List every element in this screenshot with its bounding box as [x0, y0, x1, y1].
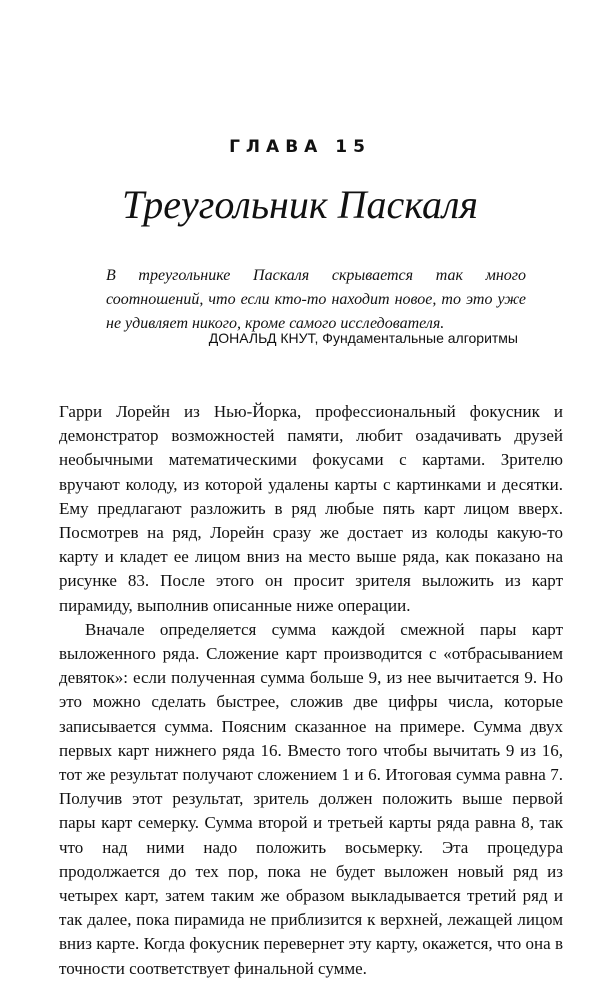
epigraph-attribution: ДОНАЛЬД КНУТ, Фундаментальные алгоритмы — [208, 330, 518, 346]
epigraph-quote: В треугольнике Паскаля скрывается так много соотношений, что если кто-то находит новое, то это уже не удивляет никого, кроме самого исследователя. — [106, 267, 526, 332]
paragraph: Гарри Лорейн из Нью-Йорка, профессиональный фокусник и демонстратор возможностей памяти, любит озадачивать друзей необычными математическими фокусами с картами. Зрителю вручают колоду, из которой удалены карты с картинками и десятки. Ему предлагают разложить в ряд любые пять карт лицом вверх. Посмотрев на ряд, Лорейн сразу же достает из колоды какую-то карту и кладет ее лицом вниз на место выше ряда, как показано на рисунке 83. После этого он просит зрителя выложить из карт пирамиду, выполнив описанные ниже операции. — [59, 402, 563, 615]
body-text — [59, 400, 563, 981]
chapter-title: Треугольник Паскаля — [122, 182, 478, 227]
chapter-number: ГЛАВА 15 — [229, 137, 371, 157]
paragraph: Вначале определяется сумма каждой смежной пары карт выложенного ряда. Сложение карт производится с «отбрасыванием девяток»: если полученная сумма больше 9, из нее вычитается 9. Но это можно сделать быстрее, сложив две цифры числа, которые записывается сумма. Поясним сказанное на примере. Сумма двух первых карт нижнего ряда 16. Вместо того чтобы вычитать 9 из 16, тот же результат получают сложением 1 и 6. Итоговая сумма равна 7. Получив этот результат, зритель должен положить выше первой пары карт семерку. Сумма второй и третьей карты ряда равна 8, так что над ними надо положить восьмерку. Эта процедура продолжается до тех пор, пока не будет выложен новый ряд из четырех карт, затем таким же образом выкладывается третий ряд и так далее, пока пирамида не приблизится к верхней, лежащей лицом вниз карте. Когда фокусник перевернет эту карту, окажется, что она в точности соответствует финальной сумме. — [59, 619, 563, 978]
